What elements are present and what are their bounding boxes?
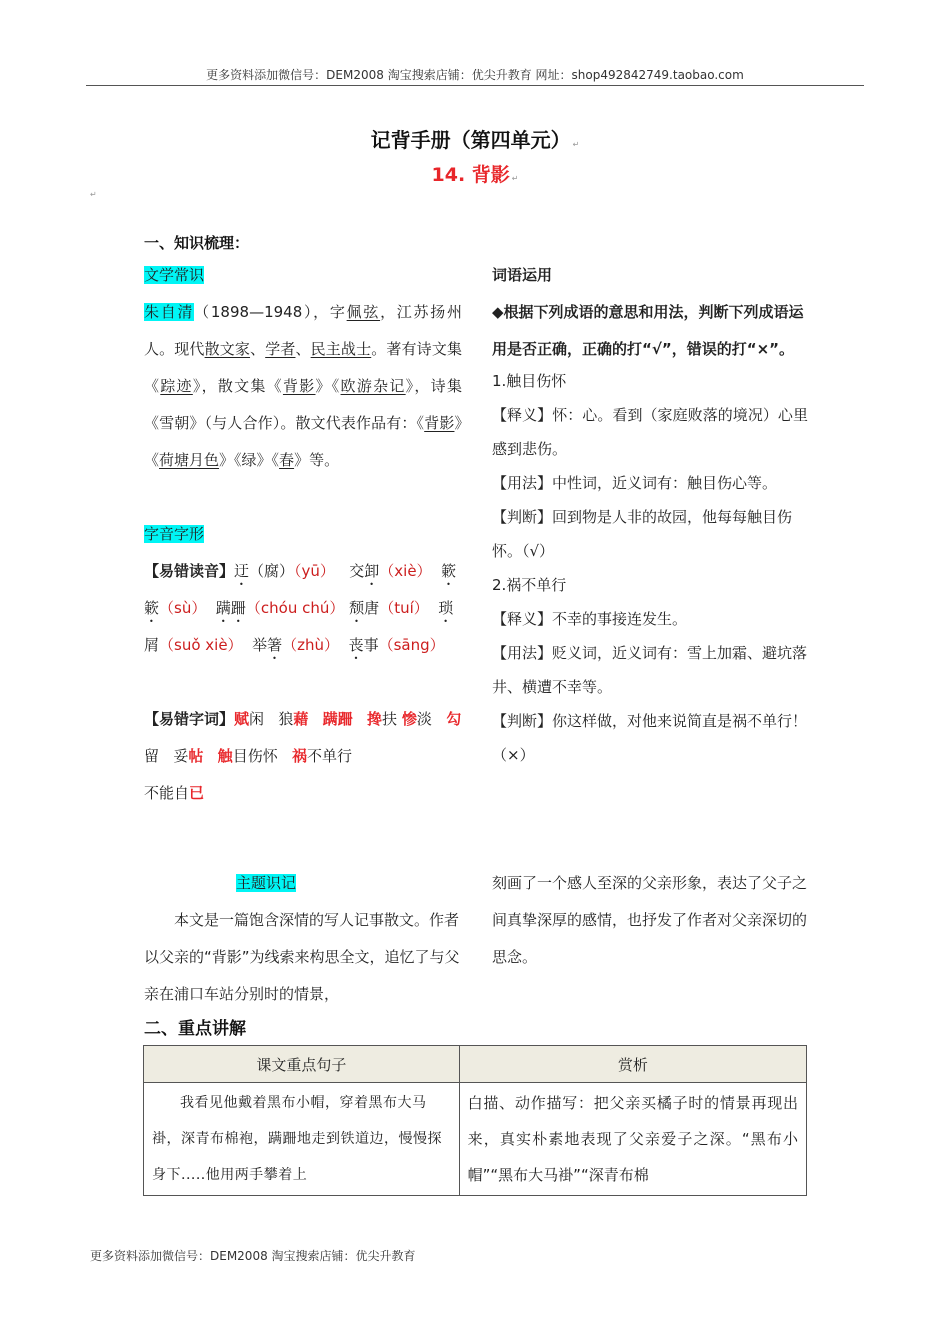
wrong-char: 已: [189, 784, 205, 802]
table-header: 赏析: [459, 1046, 806, 1083]
wrong-char: 帖: [188, 747, 204, 765]
lit-role: 学者: [265, 340, 296, 358]
lesson-title: [0, 160, 950, 187]
lit-text: ，江苏扬州人。现代: [144, 303, 462, 358]
section-key-points: 二、重点讲解: [144, 1019, 246, 1039]
theme-heading: 主题识记: [236, 874, 297, 892]
pron-rest: （腐）: [249, 562, 295, 580]
lit-text: 、: [250, 340, 266, 358]
idiom-title: 2.祸不单行: [492, 576, 567, 594]
wrong-word: [292, 747, 352, 765]
key-sentence: 我看见他戴着黑布小帽，穿着黑布大马褂，深青布棉袍，蹒跚地走到铁道边，慢慢探身下.....他用两手攀着上: [144, 1083, 460, 1196]
wrong-char: 赋: [234, 710, 250, 728]
word-rest: 不单行: [307, 747, 353, 765]
idiom-meaning: [492, 398, 808, 466]
wrong-words-label: 【易错字词】: [144, 710, 235, 728]
pron-pinyin: （chóu chú）: [245, 599, 345, 617]
pron-item: [349, 562, 431, 580]
lit-work: 荷塘月色: [159, 451, 220, 469]
wrong-word: [402, 710, 432, 728]
lit-text: 》，诗集《雪朝》（与人合作）。散文代表作品有：《: [144, 377, 462, 432]
usage-instruction: ◆根据下列成语的意思和用法，判断下列成语运用是否正确，正确的打“√”，错误的打“×”。: [492, 303, 804, 358]
pron-char: 颓: [349, 599, 365, 617]
sentence-analysis: 白描、动作描写：把父亲买橘子时的情景再现出来，真实朴素地表现了父亲爱子之深。“黑布小帽”“黑布大马褂”“深青布棉: [459, 1083, 806, 1196]
lit-work: 踪迹: [160, 377, 193, 395]
label: 【用法】: [492, 474, 553, 492]
wrong-word: [323, 710, 353, 728]
word-rest: 目伤怀: [232, 747, 278, 765]
pron-pinyin: （suǒ xiè）: [159, 636, 243, 654]
lit-work: 背影: [424, 414, 455, 432]
lit-zi: 佩弦: [346, 303, 381, 321]
pron-pre: 蹒跚: [215, 599, 246, 617]
word-pre: 妥: [173, 747, 189, 765]
page-footer: 更多资料添加微信号：DEM2008 淘宝搜索店铺：优尖升教育: [90, 1249, 416, 1263]
label: 【释义】: [492, 610, 553, 628]
idiom-meaning: [492, 602, 808, 636]
pron-pinyin: （sāng）: [378, 636, 445, 654]
pron-pinyin: （xiè）: [379, 562, 432, 580]
word-rest: 闲: [249, 710, 265, 728]
literature-heading: 文学常识: [144, 266, 205, 284]
word-rest: 留: [144, 747, 160, 765]
paragraph-mark-icon: ↵: [511, 174, 519, 183]
pron-pinyin: （zhù）: [282, 636, 340, 654]
wrong-char: 蹒跚: [322, 710, 353, 728]
lit-text: 、: [295, 340, 311, 358]
paragraph-mark-icon: ↵: [90, 190, 97, 199]
judge-text: 你这样做，对他来说简直是祸不单行！ （×）: [492, 712, 808, 764]
lit-work: 背影: [282, 377, 316, 395]
page-title: [0, 124, 950, 153]
lit-work: 欧游杂记: [340, 377, 406, 395]
wrong-char: 勾: [446, 710, 462, 728]
wrong-word: [367, 710, 397, 728]
wrong-word: [278, 710, 308, 728]
pron-char: 卸: [364, 562, 380, 580]
wrong-word: [144, 784, 204, 802]
usage-text: 中性词，近义词有：触目伤心等。: [552, 474, 778, 492]
usage-text: 贬义词，近义词有：雪上加霜、避坑落井、横遭不幸等。: [492, 644, 808, 696]
idiom-judge: [492, 500, 808, 568]
table-header-row: [144, 1046, 807, 1083]
wrong-char: 藉: [293, 710, 309, 728]
theme-text-right: 刻画了一个感人至深的父亲形象，表达了父子之间真挚深厚的感情，也抒发了作者对父亲深切的思念。: [492, 874, 808, 966]
lesson-title-text: 14. 背影: [431, 164, 510, 186]
idiom-title: 1.触目伤怀: [492, 372, 567, 390]
pron-rest: 屑: [144, 636, 160, 654]
lit-work: 春: [279, 451, 295, 469]
wrong-char: 祸: [292, 747, 308, 765]
pronunciation-heading: 字音字形: [144, 525, 205, 543]
pron-rest: 事: [363, 636, 379, 654]
lit-role: 民主战士: [310, 340, 372, 358]
theme-text-left: 本文是一篇饱含深情的写人记事散文。作者以父亲的“背影”为线索来构思全文，追忆了与父亲在浦口车站分别时的情景，: [144, 911, 460, 1003]
pron-item: [234, 562, 335, 580]
pron-pinyin: （tuí）: [379, 599, 429, 617]
wrong-char: 搀: [367, 710, 383, 728]
paragraph-mark-icon: ↵: [572, 140, 580, 149]
wrong-char: 触: [217, 747, 233, 765]
idiom-usage: [492, 466, 808, 500]
lit-text: 》《: [315, 377, 341, 395]
meaning-text: 不幸的事接连发生。: [552, 610, 688, 628]
lit-text: 》《: [144, 414, 462, 469]
pron-char: 箸: [267, 636, 283, 654]
wrong-word: [173, 747, 203, 765]
title-text: 记背手册（第四单元）: [370, 128, 571, 152]
usage-heading: 词语运用: [492, 266, 553, 284]
lit-text: 》《绿》《: [219, 451, 280, 469]
page-header: 更多资料添加微信号：DEM2008 淘宝搜索店铺：优尖升教育 网址：shop492842749.taobao.com: [206, 68, 744, 82]
label: 【判断】: [492, 508, 553, 526]
label: 【判断】: [492, 712, 553, 730]
lit-role: 散文家: [204, 340, 251, 358]
pronunciation-list: [144, 553, 462, 664]
key-points-table: [143, 1045, 807, 1196]
lit-text: 》，散文集《: [192, 377, 283, 395]
wrong-words-list: [144, 701, 462, 812]
pron-char: 丧: [348, 636, 364, 654]
word-pre: 狼: [278, 710, 294, 728]
pron-pinyin: （yū）: [294, 562, 335, 580]
pron-char: 琐: [438, 599, 454, 617]
literature-paragraph: [144, 294, 462, 479]
pron-label: 【易错读音】: [144, 562, 235, 580]
pron-pinyin: （sù）: [159, 599, 207, 617]
word-rest: 扶: [382, 710, 398, 728]
right-column: [492, 257, 808, 772]
pron-item: [349, 599, 429, 617]
header-divider: [86, 85, 864, 86]
wrong-word: [234, 710, 264, 728]
lit-text: 。著有诗文集《: [144, 340, 462, 395]
left-column: [144, 257, 462, 812]
pron-item: [349, 636, 445, 654]
theme-block-left: [144, 865, 462, 1013]
section-knowledge: 一、知识梳理：: [144, 234, 250, 252]
word-pre: 不能自: [144, 784, 190, 802]
label: 【释义】: [492, 406, 553, 424]
meaning-text: 怀：心。看到（家庭败落的境况）心里感到悲伤。: [492, 406, 808, 458]
pron-item: [216, 599, 344, 617]
wrong-char: 惨: [401, 710, 417, 728]
label: 【用法】: [492, 644, 553, 662]
pron-pre: 举: [252, 636, 268, 654]
table-header: 课文重点句子: [144, 1046, 460, 1083]
table-row: [144, 1083, 807, 1196]
idiom-usage: [492, 636, 808, 704]
lit-text: （1898—1948），字: [194, 303, 347, 321]
pron-rest: 唐: [364, 599, 380, 617]
pron-item: [252, 636, 339, 654]
author-name: 朱自清: [144, 303, 195, 321]
lit-text: 》等。: [294, 451, 340, 469]
word-rest: 淡: [416, 710, 432, 728]
pron-pre: 簌簌: [144, 562, 457, 617]
pron-char: 迂: [234, 562, 250, 580]
judge-text: 回到物是人非的故园，他每每触目伤怀。（√）: [492, 508, 793, 560]
wrong-word: [218, 747, 278, 765]
pron-pre: 交: [349, 562, 365, 580]
idiom-judge: [492, 704, 808, 772]
